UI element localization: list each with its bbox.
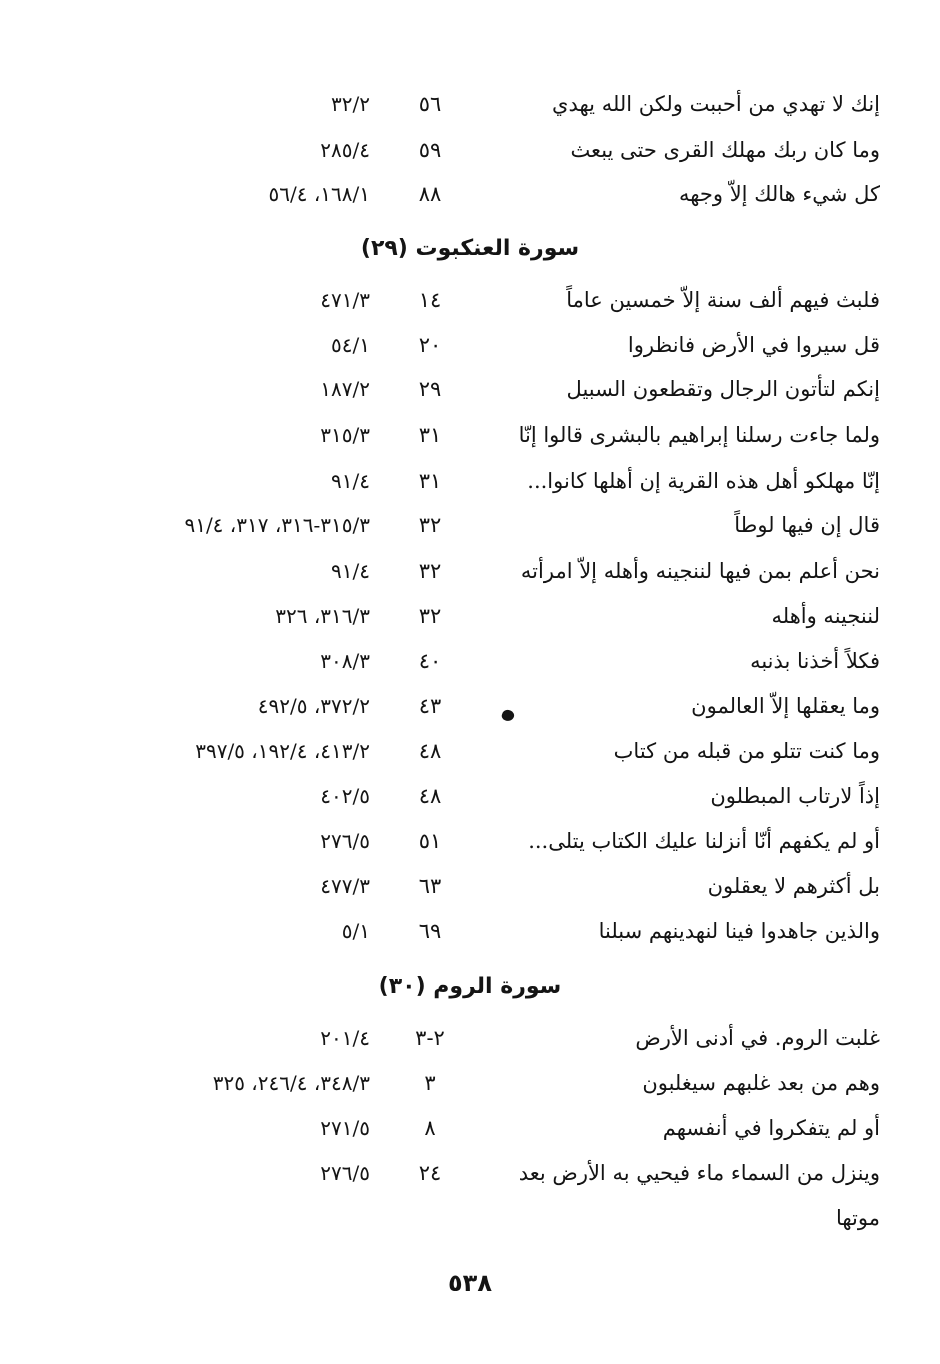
verse-number: ٤٠ [418,649,442,673]
page-reference: ٤٧١/٣ [320,288,370,312]
page-reference: ٣١٥/٣-٣١٦، ٣١٧، ٩١/٤ [184,513,370,537]
page-reference: ٩١/٤ [331,559,370,583]
index-row [60,827,880,871]
index-row [60,511,880,555]
index-row [60,136,880,180]
page-reference: ٥٤/١ [331,333,370,357]
verse-continuation: موتها [835,1206,880,1230]
index-row [60,375,880,419]
verse-text: كل شيء هالك إلاّ وجهه [678,182,880,206]
index-row [60,692,880,736]
verse-text: إنكم لتأتون الرجال وتقطعون السبيل [566,377,880,401]
verse-number: ٢٠ [418,333,442,357]
index-row [60,1114,880,1158]
index-row [60,782,880,826]
page-reference: ٣٤٨/٣، ٢٤٦/٤، ٣٢٥ [212,1071,370,1095]
verse-number: ٢-٣ [415,1026,445,1050]
index-row [60,737,880,781]
verse-text: أو لم يتفكروا في أنفسهم [662,1116,880,1140]
page-reference: ٣٠٨/٣ [320,649,370,673]
verse-text: وما كان ربك مهلك القرى حتى يبعث [570,138,880,162]
index-row [60,90,880,134]
verse-text: إنّا مهلكو أهل هذه القرية إن أهلها كانوا... [527,469,880,493]
index-row [60,647,880,691]
verse-text: لننجينه وأهله [771,604,880,628]
page-reference: ٣١٦/٣، ٣٢٦ [275,604,370,628]
verse-text: نحن أعلم بمن فيها لننجينه وأهله إلاّ امرأته [520,559,880,583]
index-row [60,286,880,330]
index-row [60,467,880,511]
verse-number: ٦٣ [418,874,442,898]
index-row [60,917,880,961]
verse-number: ٤٣ [418,694,442,718]
index-row [60,421,880,465]
index-row [60,1159,880,1203]
verse-number: ٥٩ [418,138,442,162]
verse-number: ٤٨ [418,784,442,808]
verse-number: ٣٢ [418,559,442,583]
page-reference: ٥/١ [341,919,370,943]
verse-text: وينزل من السماء ماء فيحيي به الأرض بعد [518,1161,880,1185]
verse-text: إذاً لارتاب المبطلون [710,784,880,808]
verse-number: ٣ [424,1071,436,1095]
verse-text: والذين جاهدوا فينا لنهدينهم سبلنا [598,919,880,943]
page-reference: ٣٢/٢ [331,92,370,116]
surah-heading-ankabut: سورة العنكبوت (٢٩) [360,236,580,261]
page-reference: ٢٧٦/٥ [320,1161,370,1185]
page-reference: ١٦٨/١، ٥٦/٤ [268,182,370,206]
verse-number: ٢٤ [418,1161,442,1185]
page-reference: ١٨٧/٢ [320,377,370,401]
page-reference: ٢٨٥/٤ [320,138,370,162]
verse-number: ٣٢ [418,513,442,537]
verse-number: ٨٨ [418,182,442,206]
index-row [60,872,880,916]
verse-number: ٣١ [418,469,442,493]
verse-number: ٦٩ [418,919,442,943]
page-reference: ٩١/٤ [331,469,370,493]
verse-number: ٣١ [418,423,442,447]
verse-text: وهم من بعد غلبهم سيغلبون [642,1071,880,1095]
verse-text: بل أكثرهم لا يعقلون [707,874,880,898]
surah-heading-rum: سورة الروم (٣٠) [378,974,562,999]
index-row [60,557,880,601]
verse-number: ٣٢ [418,604,442,628]
index-row [60,180,880,224]
index-row [60,1069,880,1113]
page-reference: ٣٧٢/٢، ٤٩٢/٥ [257,694,370,718]
verse-text: قل سيروا في الأرض فانظروا [627,333,880,357]
verse-number: ٥٦ [418,92,442,116]
index-row [60,331,880,375]
index-row [60,602,880,646]
verse-text: وما كنت تتلو من قبله من كتاب [613,739,880,763]
verse-text: قال إن فيها لوطاً [734,513,880,537]
verse-text: أو لم يكفهم أنّا أنزلنا عليك الكتاب يتلى... [528,829,880,853]
verse-number: ١٤ [418,288,442,312]
page-reference: ٢٧١/٥ [320,1116,370,1140]
verse-text: وما يعقلها إلاّ العالمون [691,694,880,718]
verse-text: غلبت الروم. في أدنى الأرض [635,1026,880,1050]
page-reference: ٢٧٦/٥ [320,829,370,853]
verse-text: فلبث فيهم ألف سنة إلاّ خمسين عاماً [566,288,880,312]
verse-number: ٢٩ [418,377,442,401]
verse-text: ولما جاءت رسلنا إبراهيم بالبشرى قالوا إنّا [518,423,880,447]
verse-number: ٥١ [418,829,442,853]
index-row [60,1024,880,1068]
verse-number: ٨ [424,1116,436,1140]
page-reference: ٤٠٢/٥ [320,784,370,808]
page-number: ٥٣٨ [448,1269,492,1297]
page-reference: ٢٠١/٤ [320,1026,370,1050]
verse-number: ٤٨ [418,739,442,763]
page-reference: ٣١٥/٣ [320,423,370,447]
page-reference: ٤٧٧/٣ [320,874,370,898]
page-reference: ٤١٣/٢، ١٩٢/٤، ٣٩٧/٥ [195,739,370,763]
verse-text: فكلاً أخذنا بذنبه [750,649,880,673]
verse-text: إنك لا تهدي من أحببت ولكن الله يهدي [552,92,880,116]
